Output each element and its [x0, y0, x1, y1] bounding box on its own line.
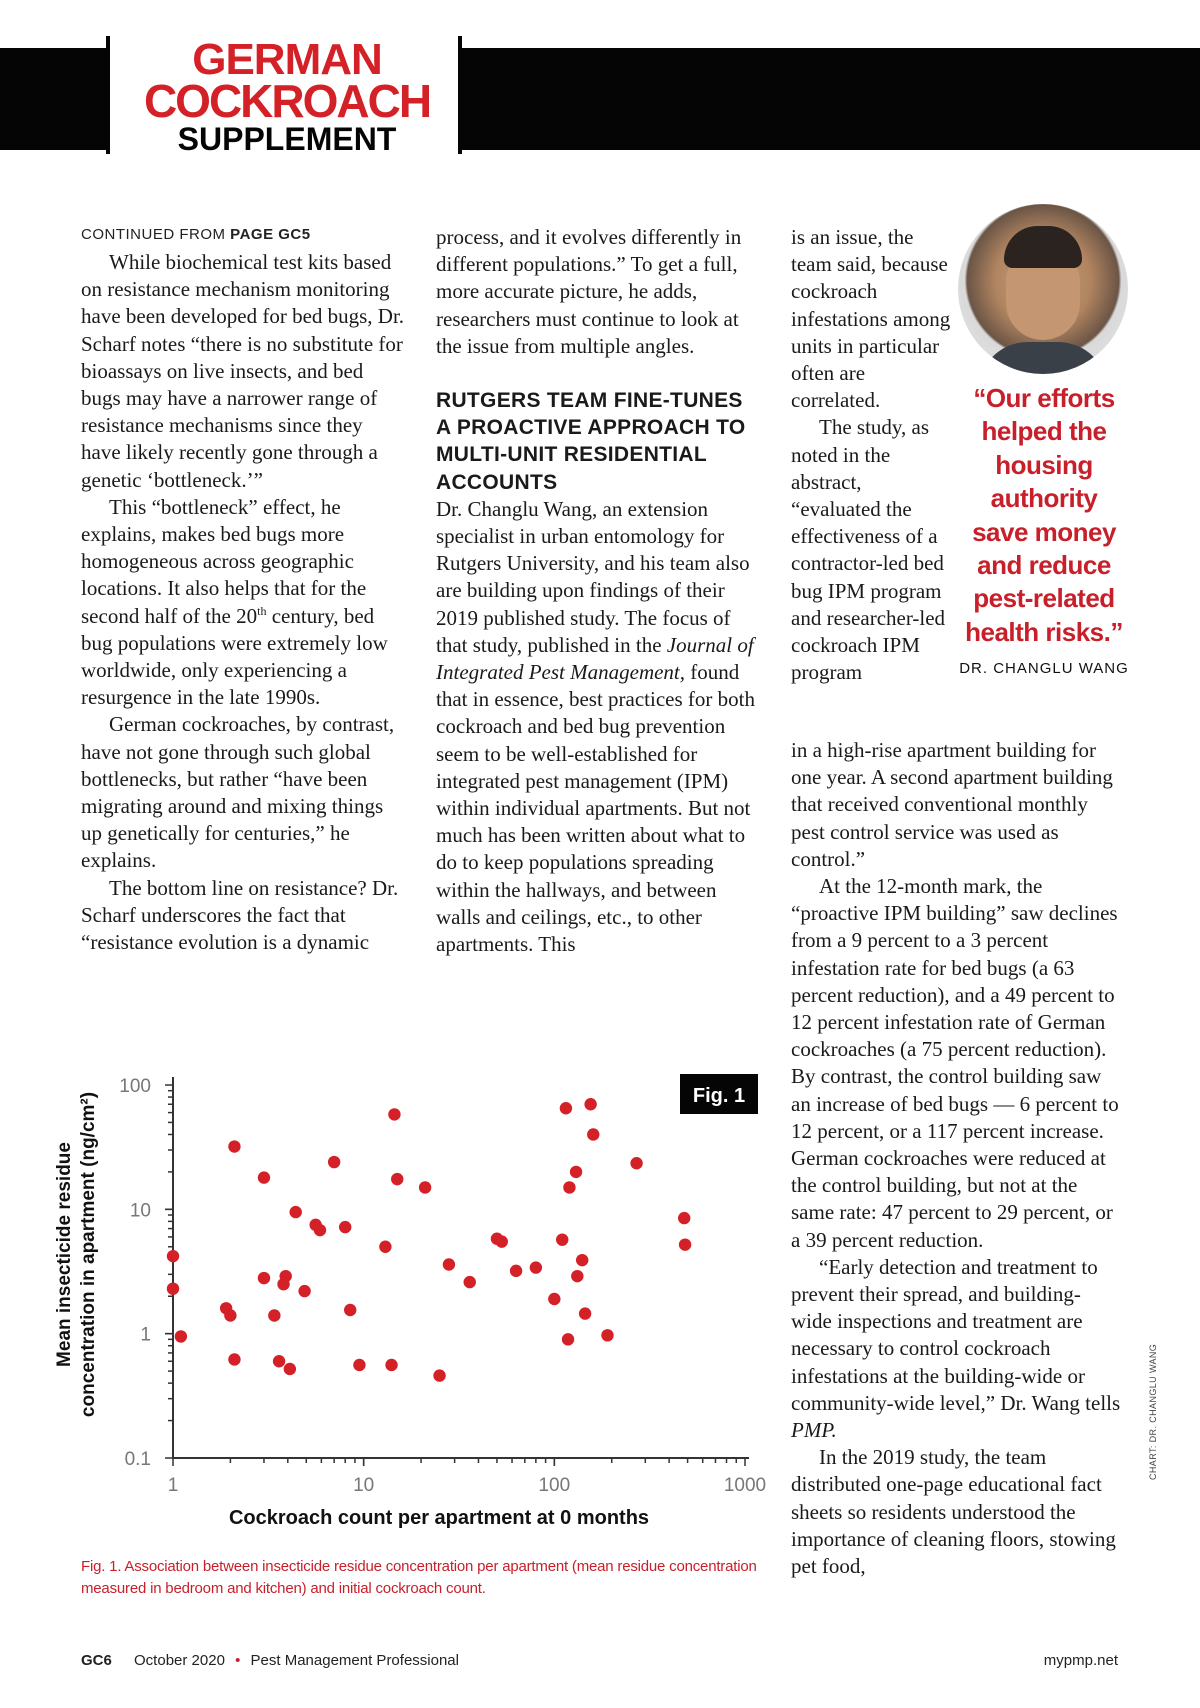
data-point [344, 1304, 356, 1316]
continued-from [81, 224, 406, 246]
data-point [298, 1285, 310, 1297]
paragraph-text: This “bottleneck” effect, he explains, makes bed bugs more homogeneous across geographic locations. It also helps that for the second half of the 20 [81, 494, 367, 628]
y-tick-label: 0.1 [124, 1449, 151, 1470]
scatter-chart [40, 1060, 780, 1540]
superscript: th [257, 603, 267, 618]
data-point [510, 1265, 522, 1277]
data-point [587, 1128, 599, 1140]
data-point [385, 1359, 397, 1371]
pull-quote: “Our efforts helped the housing authority save money and reduce pest-related health risks.” [965, 383, 1123, 647]
issue-date: October 2020 [134, 1652, 225, 1669]
y-tick-label: 100 [119, 1076, 151, 1097]
data-point [563, 1181, 575, 1193]
paragraph [436, 496, 756, 958]
data-point [601, 1329, 613, 1341]
paragraph: in a high-rise apartment building for one year. A second apartment building that received conventional monthly pest control service was used as control.” [791, 738, 1113, 871]
paragraph-text: Dr. Changlu Wang, an extension specialist in urban entomology for Rutgers University, and his team also are building upon findings of their 2019 published study. The focus of that study, published in the [436, 496, 750, 657]
header-band-right [462, 48, 1200, 150]
data-point [560, 1102, 572, 1114]
continued-prefix: CONTINUED FROM [81, 226, 226, 243]
data-point [464, 1276, 476, 1288]
data-point [175, 1330, 187, 1342]
data-point [167, 1250, 179, 1262]
data-point [258, 1272, 270, 1284]
data-point [167, 1282, 179, 1294]
y-tick-label: 1 [140, 1324, 151, 1346]
paragraph: is an issue, the team said, because cockroach infestations among units in particular often are correlated. [791, 225, 951, 413]
data-point [419, 1181, 431, 1193]
paragraph-text: century, bed bug populations were extremely low worldwide, only experiencing a resurgence in the late 1990s. [81, 603, 388, 710]
paragraph: While biochemical test kits based on resistance mechanism monitoring have been developed for bed bugs, Dr. Scharf notes “there is no substitute for bioassays on live insects, and bed bugs may have a narrower range of resistance mechanisms since they have likely recently gone through a genetic ‘bottleneck.’” [81, 250, 405, 492]
paragraph-text: “Early detection and treatment to prevent their spread, and building-wide inspections and treatment are necessary to control cockroach infestations at the building-wide or community-wide level,” Dr. Wang tells [791, 1254, 1121, 1415]
article-column-1 [81, 224, 406, 956]
data-point [228, 1353, 240, 1365]
figure-badge-label: Fig. 1 [692, 1085, 746, 1107]
data-point [570, 1166, 582, 1178]
data-point [579, 1307, 591, 1319]
data-point [630, 1157, 642, 1169]
paragraph [81, 494, 406, 712]
section-subhead: RUTGERS TEAM FINE-TUNES A PROACTIVE APPROACH TO MULTI-UNIT RESIDENTIAL ACCOUNTS [436, 389, 746, 494]
chart-credit: CHART: DR. CHANGLU WANG [1148, 1343, 1158, 1480]
photo-hair [1004, 226, 1082, 268]
data-point [571, 1270, 583, 1282]
photo-shirt [978, 342, 1108, 374]
data-point [284, 1363, 296, 1375]
data-point [584, 1098, 596, 1110]
paragraph: process, and it evolves differently in different populations.” To get a full, more accurate picture, he adds, researchers must continue to look at the issue from multiple angles. [436, 225, 742, 358]
data-point [679, 1238, 691, 1250]
paragraph: German cockroaches, by contrast, have not gone through such global bottlenecks, but rather “have been migrating around and mixing things up genetically for centuries,” he explains. [81, 712, 395, 873]
separator-dot: • [235, 1652, 241, 1669]
article-column-3-narrow [791, 224, 956, 686]
data-point [496, 1235, 508, 1247]
data-point [339, 1221, 351, 1233]
data-point [224, 1309, 236, 1321]
paragraph-text: found that in essence, best practices for both cockroach and bed bug prevention seem to be well-established for integrated pest management (IPM) within individual apartments. But not much has been written about what to do to keep populations spreading within the hallways, and between walls and ceilings, etc., to other apartments. This [436, 660, 755, 957]
y-axis-label-line1: Mean insecticide residue [54, 1142, 75, 1367]
logo-line-supplement: SUPPLEMENT [177, 120, 397, 157]
x-tick-label: 10 [353, 1475, 375, 1496]
data-point [562, 1333, 574, 1345]
header-band-left [0, 48, 108, 150]
page-footer [81, 1652, 459, 1669]
data-point [548, 1293, 560, 1305]
y-axis-label-line2: concentration in apartment (ng/cm²) [78, 1091, 99, 1418]
paragraph: The bottom line on resistance? Dr. Scharf underscores the fact that “resistance evolution is a dynamic [81, 875, 399, 955]
data-point [228, 1140, 240, 1152]
data-point [273, 1355, 285, 1367]
x-tick-label: 1 [167, 1475, 179, 1496]
paragraph: In the 2019 study, the team distributed one-page educational fact sheets so residents understood the importance of cleaning floors, stowing pet food, [791, 1445, 1116, 1579]
data-point [556, 1233, 568, 1245]
data-point [530, 1261, 542, 1273]
data-point [268, 1309, 280, 1321]
logo-line-cockroach: COCKROACH [143, 75, 431, 128]
data-point [279, 1270, 291, 1282]
publication-name: Pest Management Professional [250, 1652, 459, 1669]
website-link[interactable]: mypmp.net [1043, 1652, 1118, 1669]
paragraph: The study, as noted in the abstract, “evaluated the effectiveness of a contractor-led bed bug IPM program and researcher-led cockroach IPM program [791, 415, 946, 685]
logo-line-german: GERMAN [192, 35, 382, 84]
data-point [379, 1241, 391, 1253]
data-point [289, 1206, 301, 1218]
figure-caption: Fig. 1. Association between insecticide residue concentration per apartment (mean residue concentration measured in bedroom and kitchen) and initial cockroach count. [81, 1558, 757, 1597]
header-rule-left [106, 36, 110, 154]
magazine-abbrev: PMP. [791, 1418, 837, 1443]
data-point [433, 1369, 445, 1381]
y-tick-label: 10 [129, 1200, 151, 1222]
data-point [576, 1254, 588, 1266]
x-tick-label: 100 [538, 1475, 571, 1496]
data-point [314, 1224, 326, 1236]
data-point [391, 1173, 403, 1185]
page-number: GC6 [81, 1652, 112, 1669]
data-point [258, 1171, 270, 1183]
x-tick-label: 1000 [723, 1475, 767, 1496]
journal-title: Journal of Integrated Pest Management, [436, 632, 754, 685]
x-axis-label: Cockroach count per apartment at 0 months [228, 1507, 650, 1529]
continued-page-link[interactable]: PAGE GC5 [230, 226, 311, 243]
pull-quote-attribution: DR. CHANGLU WANG [959, 660, 1129, 677]
article-column-2 [436, 224, 756, 958]
article-column-3-wide [791, 737, 1121, 1580]
supplement-logo [118, 35, 456, 157]
data-point [678, 1212, 690, 1224]
data-point [388, 1108, 400, 1120]
author-photo [958, 204, 1128, 374]
data-point [328, 1156, 340, 1168]
paragraph [791, 1254, 1121, 1444]
data-point [353, 1359, 365, 1371]
paragraph: At the 12-month mark, the “proactive IPM building” saw declines from a 9 percent to a 3 percent infestation rate for bed bugs (a 63 percent reduction), and a 49 percent to 12 percent infestation rate of German cockroaches (a 75 percent reduction). By contrast, the control building saw an increase of bed bugs — 6 percent to 12 percent, or a 117 percent increase. German cockroaches were reduced at the control building, but not at the same rate: 47 percent to 29 percent, or a 39 percent reduction. [791, 874, 1119, 1252]
data-point [443, 1258, 455, 1270]
